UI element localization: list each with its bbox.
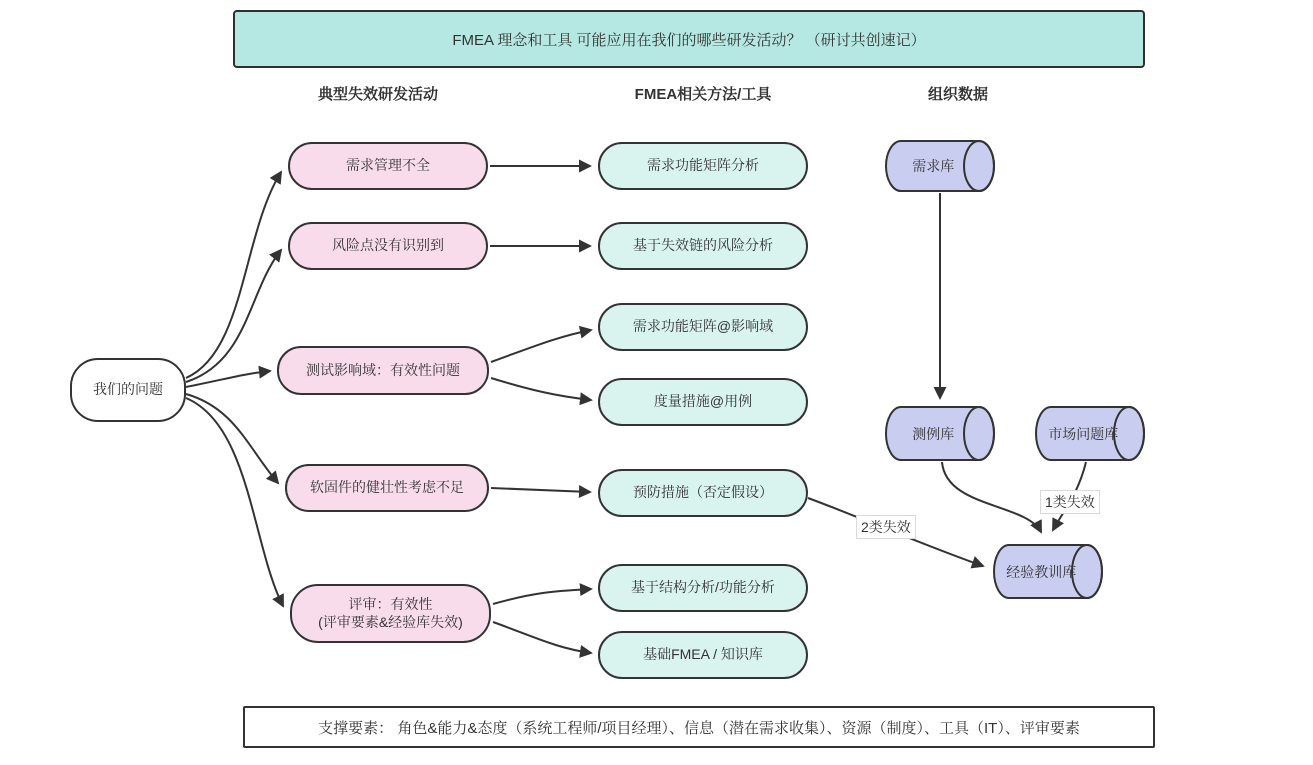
database-market-issues (1034, 405, 1146, 462)
edge-testdb-lessons (942, 462, 1041, 532)
activity-node-risk (288, 222, 488, 270)
title-banner (233, 10, 1145, 68)
database-label: 经验教训库 (1006, 563, 1077, 580)
method-label: 度量措施@用例 (653, 393, 753, 410)
method-node-base-fmea (598, 631, 808, 679)
database-label: 需求库 (912, 158, 955, 174)
activity-label: 风险点没有识别到 (332, 237, 444, 254)
database-lessons-learned (992, 543, 1104, 600)
edge-label-type2-failure: 2类失效 (856, 515, 916, 539)
root-node-our-problems (70, 358, 186, 422)
database-label: 测例库 (912, 425, 955, 442)
database-label: 市场问题库 (1048, 425, 1119, 442)
activity-node-test-impact (277, 346, 489, 395)
edge-activity5-method7 (493, 622, 591, 653)
database-testcases (884, 405, 996, 462)
activity-label: 测试影响域：有效性问题 (306, 361, 460, 378)
edge-label-type1-failure: 1类失效 (1040, 490, 1100, 514)
method-node-failure-chain (598, 222, 808, 270)
activity-label: 需求管理不全 (346, 157, 430, 174)
edge-root-activity3 (186, 371, 270, 387)
database-requirements (884, 139, 996, 193)
method-label: 基于失效链的风险分析 (633, 237, 773, 254)
edge-root-activity4 (186, 394, 278, 483)
method-node-prevention (598, 469, 808, 517)
edge-activity4-method5 (491, 488, 590, 492)
title-banner-text: FMEA 理念和工具 可能应用在我们的哪些研发活动？ （研讨共创速记） (452, 31, 926, 49)
activity-node-firmware (285, 464, 489, 512)
column-header-methods: FMEA相关方法/工具 (634, 86, 772, 103)
method-node-matrix-impact (598, 303, 808, 351)
activity-label-line2: (评审要素&经验库失效) (318, 613, 463, 630)
edge-activity3-method3 (491, 330, 591, 362)
column-header-org-data: 组织数据 (927, 86, 989, 103)
activity-node-review (290, 584, 491, 643)
activity-node-requirements (288, 142, 488, 190)
edge-root-activity2 (186, 250, 281, 382)
column-header-activities: 典型失效研发活动 (317, 86, 439, 103)
footer-support-elements (243, 706, 1155, 748)
activity-label: 软固件的健壮性考虑不足 (310, 479, 464, 496)
activity-label-line1: 评审：有效性 (348, 596, 433, 612)
edge-root-activity5 (186, 398, 283, 606)
edge-activity5-method6 (493, 589, 591, 604)
method-node-structure-function (598, 564, 808, 612)
method-label: 预防措施（否定假设） (633, 484, 773, 501)
method-label: 基础FMEA / 知识库 (643, 646, 763, 663)
method-label: 需求功能矩阵分析 (647, 157, 759, 174)
method-label: 基于结构分析/功能分析 (631, 579, 775, 596)
method-node-matrix-analysis (598, 142, 808, 190)
footer-text: 支撑要素： 角色&能力&态度（系统工程师/项目经理）、信息（潜在需求收集）、资源（制度）、工具（IT）、评审要素 (318, 719, 1080, 737)
edge-activity3-method4 (491, 378, 591, 400)
method-node-measures-usecase (598, 378, 808, 426)
method-label: 需求功能矩阵@影响域 (632, 318, 774, 335)
root-node-label: 我们的问题 (93, 381, 163, 398)
